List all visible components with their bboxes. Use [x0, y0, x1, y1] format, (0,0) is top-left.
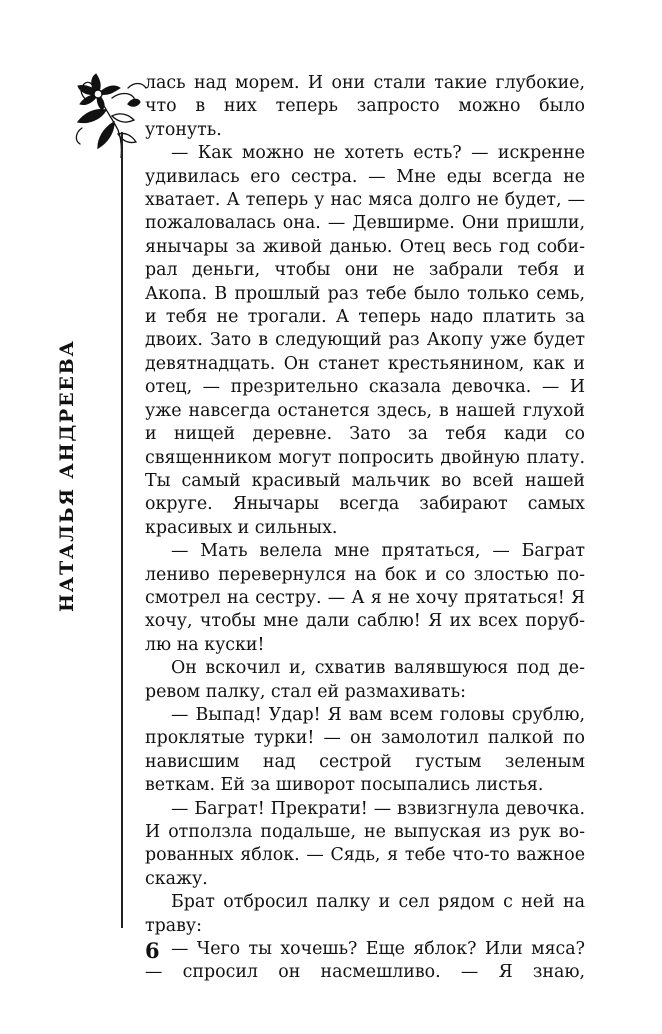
- paragraph-3: — Мать велела мне прятаться, — Баграт лениво перевернулся на бок и со злостью посмотрел на сестру. — А я не хочу прятаться! Я хочу, чтобы мне дали саблю! Я их всех порублю на куски!: [145, 541, 585, 655]
- paragraph-8: — Чего ты хочешь? Еще яблок? Или мяса? — спросил он насмешливо. — Я знаю,: [145, 939, 585, 983]
- paragraph-6: — Баграт! Прекрати! — взвизгнула девочка. И отползла подальше, не выпуская из рук ворованных яблок. — Сядь, я тебе что-то важное скажу.: [145, 798, 585, 889]
- paragraph-7: Брат отбросил палку и сел рядом с ней на траву:: [145, 892, 585, 936]
- vertical-rule: [121, 132, 123, 928]
- paragraph-1: лась над морем. И они стали такие глубокие, что в них теперь запросто можно было утонуть.: [145, 73, 585, 140]
- paragraph-2: — Как можно не хотеть есть? — искренне удивилась его сестра. — Мне еды всегда не хватает. А теперь у нас мяса долго не будет, — пожаловалась она. — Девширме. Они пришли, янычары за живой данью. Отец весь год собирал деньги, чтобы они не забрали тебя и Акопа. В прошлый раз тебе было только семь, и тебя не трогали. А теперь надо платить за двоих. Зато в следующий раз Акопу уже будет девятнадцать. Он станет крестьянином, как и отец, — презрительно сказала девочка. — И уже навсегда останется здесь, в нашей глухой и нищей деревне. Зато за тебя кади со священником могут попросить двойную плату. Ты самый красивый мальчик во всей нашей округе. Янычары всегда забирают самых красивых и сильных.: [145, 143, 585, 538]
- page-number: 6: [145, 938, 160, 963]
- flower-ornament-icon: [68, 58, 154, 158]
- paragraph-5: — Выпад! Удар! Я вам всем головы срублю, проклятые турки! — он замолотил палкой по нависшим над сестрой густым зеленым веткам. Ей за шиворот посыпались листья.: [145, 704, 585, 796]
- running-head-author: НАТАЛЬЯ АНДРЕЕВА: [56, 339, 78, 612]
- body-text: [145, 72, 585, 985]
- paragraph-4: Он вскочил и, схватив валявшуюся под деревом палку, стал ей размахивать:: [145, 658, 585, 702]
